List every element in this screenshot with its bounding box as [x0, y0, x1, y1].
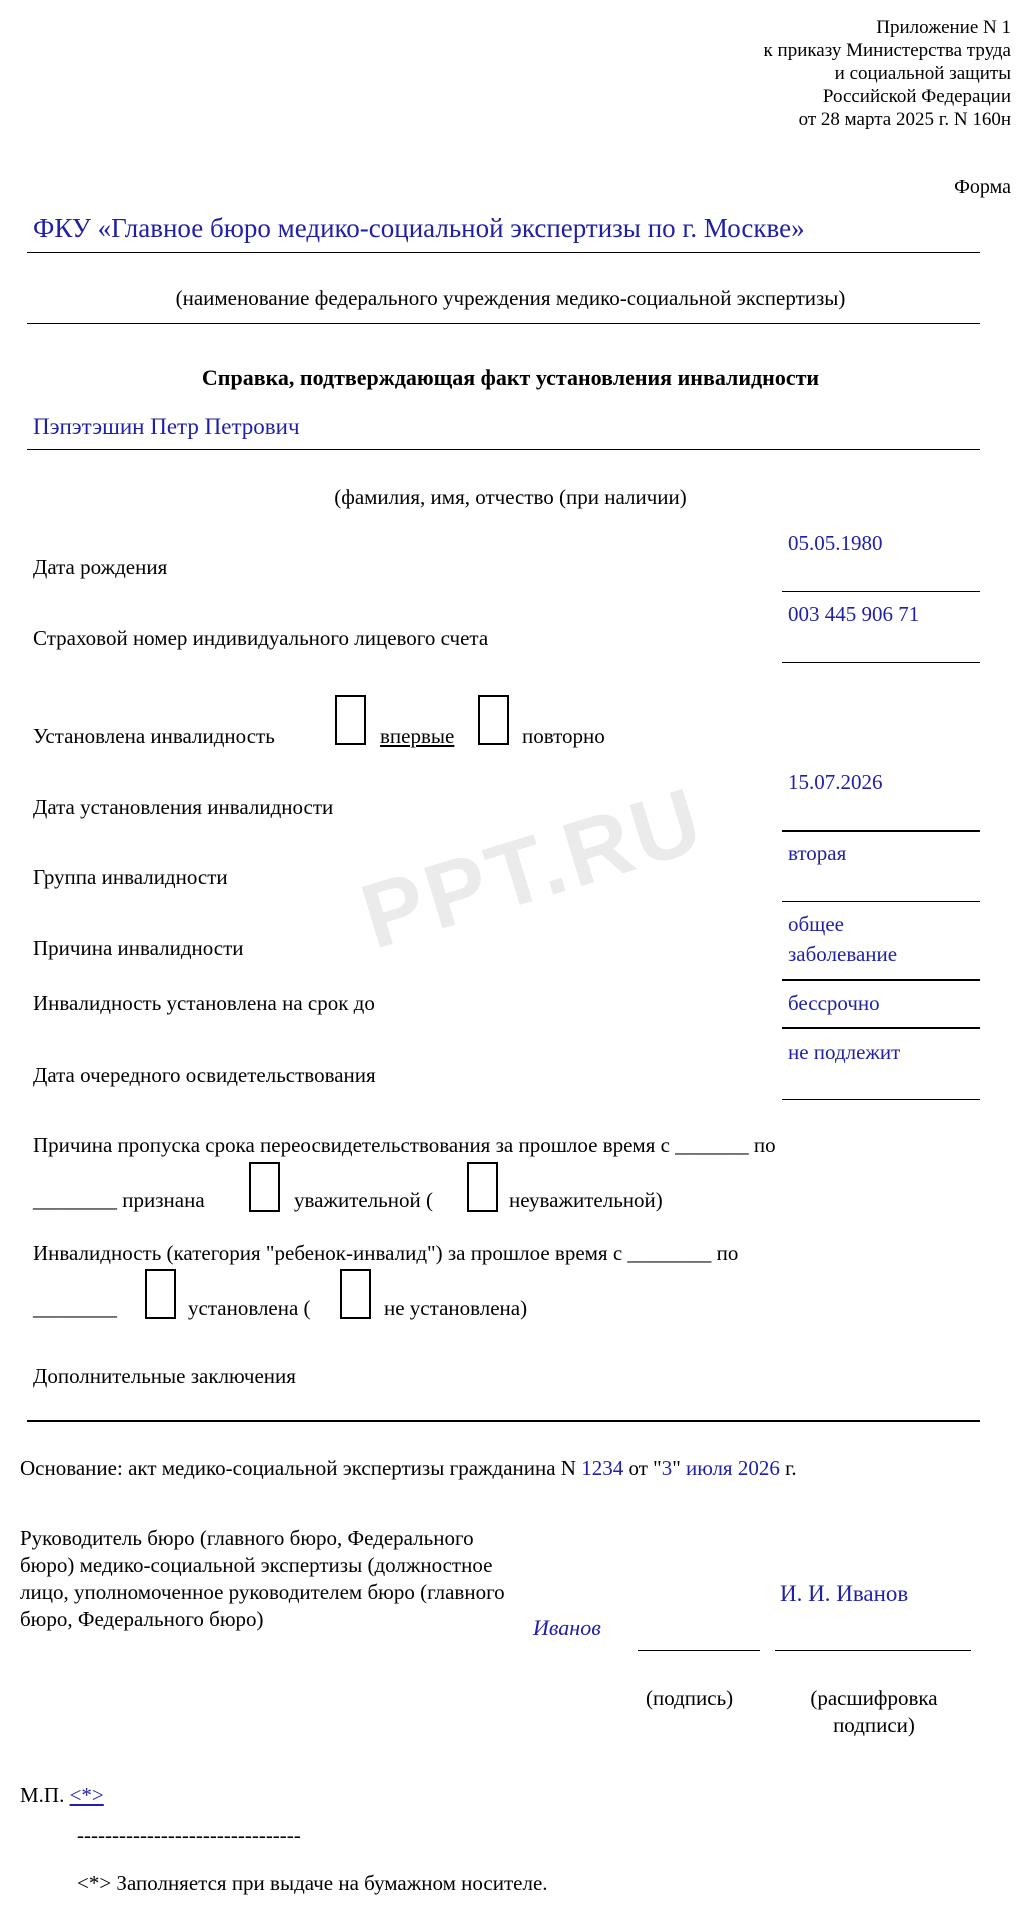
appendix-line: от 28 марта 2025 г. N 160н	[798, 109, 1011, 130]
watermark: PPT.RU	[350, 768, 716, 969]
birth-date-label: Дата рождения	[33, 555, 168, 579]
footnote-text: <*> Заполняется при выдаче на бумажном носителе.	[77, 1871, 548, 1895]
footnote-link[interactable]: <*>	[69, 1783, 104, 1807]
cause-value-line2: заболевание	[788, 942, 898, 966]
term-label: Инвалидность установлена на срок до	[33, 991, 375, 1015]
signature-caption: (подпись)	[646, 1686, 734, 1710]
child-line2-start: ________	[33, 1296, 117, 1320]
caption-underline	[27, 323, 980, 324]
stamp-line	[20, 1785, 104, 1806]
institution-caption: (наименование федерального учреждения медико-социальной экспертизы)	[175, 286, 846, 310]
decode-line	[775, 1650, 971, 1651]
signer-position-line: бюро) медико-социальной экспертизы (должностное	[20, 1553, 493, 1577]
valid-label: уважительной (	[294, 1188, 433, 1212]
basis-prefix: Основание: акт медико-социальной экспертизы гражданина N	[20, 1456, 576, 1480]
invalid-checkbox[interactable]	[467, 1162, 498, 1212]
additional-line	[27, 1420, 980, 1422]
act-day: 3	[661, 1456, 673, 1480]
basis-quote-close: "	[672, 1456, 681, 1480]
person-name: Пэпэтэшин Петр Петрович	[33, 414, 300, 439]
date-established-label: Дата установления инвалидности	[33, 795, 334, 819]
document-title: Справка, подтверждающая факт установления инвалидности	[201, 365, 820, 390]
cause-value-line1: общее	[788, 912, 844, 936]
invalid-label: неуважительной)	[509, 1188, 663, 1212]
appendix-line: и социальной защиты	[834, 63, 1011, 84]
next-exam-line	[782, 1099, 980, 1100]
signature-line	[638, 1650, 760, 1651]
act-month-year: июля 2026	[686, 1456, 780, 1480]
first-time-checkbox[interactable]	[335, 695, 366, 745]
form-label: Форма	[954, 176, 1011, 198]
valid-checkbox[interactable]	[249, 1162, 280, 1212]
first-time-label: впервые	[380, 724, 455, 748]
cause-line	[782, 979, 980, 981]
cause-label: Причина инвалидности	[33, 936, 244, 960]
group-line	[782, 901, 980, 902]
term-line	[782, 1027, 980, 1029]
date-established-line	[782, 830, 980, 832]
birth-date-value: 05.05.1980	[788, 531, 883, 555]
basis-suffix: г.	[785, 1456, 797, 1480]
birth-date-line	[782, 591, 980, 592]
date-established-value: 15.07.2026	[788, 770, 883, 794]
appendix-block	[764, 16, 1011, 131]
appendix-line: к приказу Министерства труда	[763, 40, 1011, 61]
appendix-line: Приложение N 1	[876, 17, 1011, 38]
group-label: Группа инвалидности	[33, 865, 228, 889]
basis-line	[20, 1458, 797, 1479]
appendix-line: Российской Федерации	[822, 86, 1011, 107]
signer-position-line: Руководитель бюро (главного бюро, Федерального	[20, 1526, 474, 1550]
child-not-established-label: не установлена)	[384, 1296, 528, 1320]
additional-label: Дополнительные заключения	[33, 1364, 296, 1388]
signer-position	[20, 1525, 505, 1633]
signer-name: И. И. Иванов	[780, 1581, 909, 1606]
child-line1: Инвалидность (категория "ребенок-инвалид") за прошлое время с ________ по	[33, 1241, 739, 1265]
decode-caption-line1: (расшифровка	[810, 1686, 938, 1710]
skip-line1: Причина пропуска срока переосвидетельствования за прошлое время с _______ по	[33, 1133, 776, 1157]
child-established-checkbox[interactable]	[145, 1269, 176, 1319]
repeat-label: повторно	[522, 724, 605, 748]
footnote-separator: --------------------------------	[77, 1823, 301, 1847]
name-underline	[27, 449, 980, 450]
group-value: вторая	[788, 841, 847, 865]
signature-text: Иванов	[533, 1615, 601, 1640]
signer-position-line: бюро, Федерального бюро)	[20, 1607, 264, 1631]
child-not-established-checkbox[interactable]	[340, 1269, 371, 1319]
term-value: бессрочно	[788, 991, 880, 1015]
signer-position-line: лицо, уполномоченное руководителем бюро (главного	[20, 1580, 505, 1604]
name-caption: (фамилия, имя, отчество (при наличии)	[334, 485, 687, 509]
act-number: 1234	[581, 1456, 624, 1480]
snils-label: Страховой номер индивидуального лицевого счета	[33, 626, 489, 650]
decode-caption-line2: подписи)	[833, 1713, 915, 1737]
snils-value: 003 445 906 71	[788, 602, 920, 626]
basis-from: от "	[628, 1456, 662, 1480]
skip-line2-start: ________ признана	[33, 1188, 205, 1212]
established-label: Установлена инвалидность	[33, 724, 275, 748]
institution-name: ФКУ «Главное бюро медико-социальной экспертизы по г. Москве»	[33, 213, 805, 243]
stamp-label: М.П.	[20, 1783, 65, 1807]
next-exam-label: Дата очередного освидетельствования	[33, 1063, 376, 1087]
next-exam-value: не подлежит	[788, 1040, 901, 1064]
snils-line	[782, 662, 980, 663]
repeat-checkbox[interactable]	[478, 695, 509, 745]
institution-underline	[27, 252, 980, 253]
child-established-label: установлена (	[188, 1296, 311, 1320]
